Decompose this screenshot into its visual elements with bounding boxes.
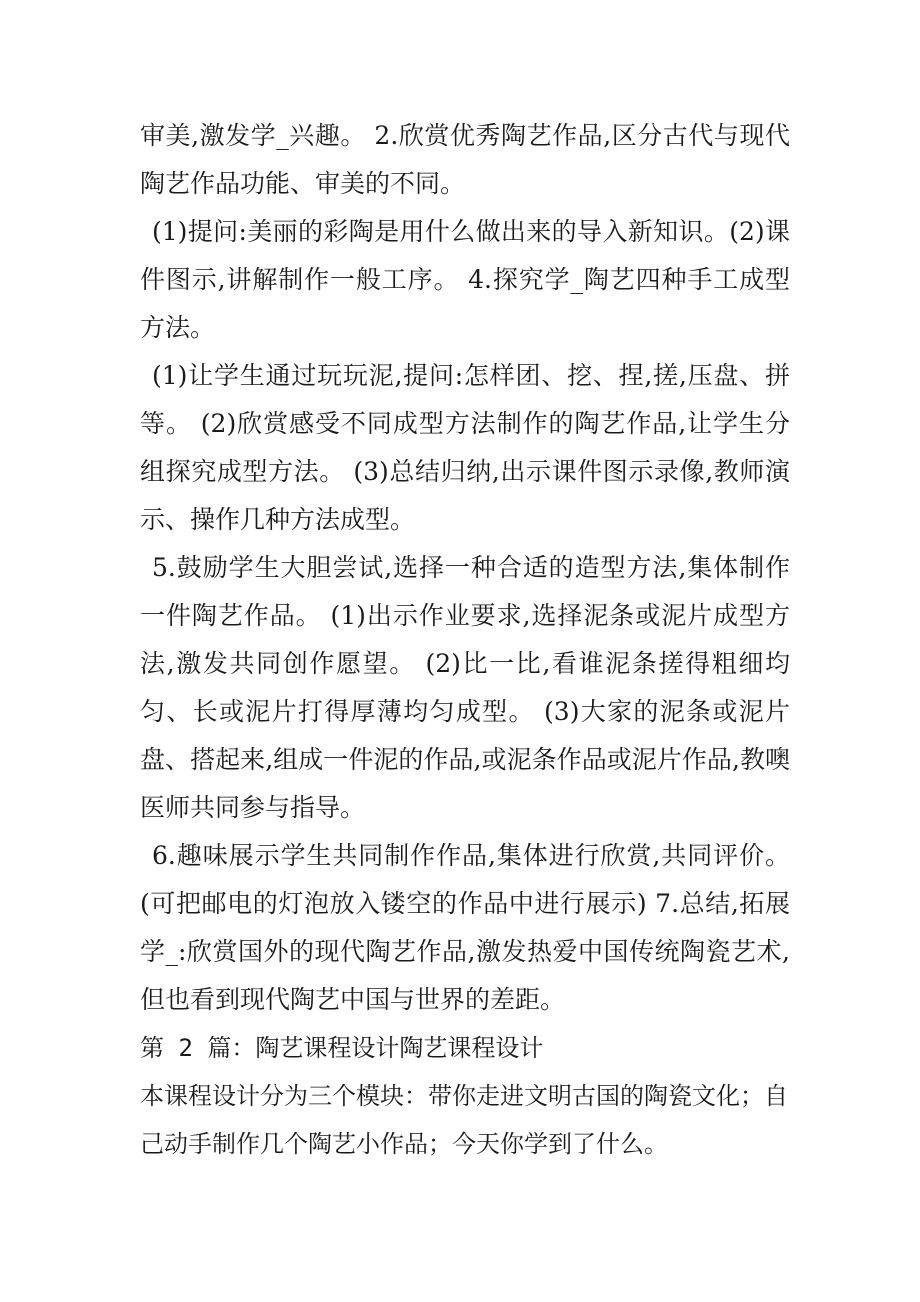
- paragraph-5: 6.趣味展示学生共同制作作品,集体进行欣赏,共同评价。(可把邮电的灯泡放入镂空的作品中进行展示) 7.总结,拓展学_:欣赏国外的现代陶艺作品,激发热爱中国传统陶瓷艺术,但也看到现代陶艺中国与世界的差距。: [140, 841, 790, 1014]
- document-body: [140, 112, 790, 1168]
- paragraph-4: 5.鼓励学生大胆尝试,选择一种合适的造型方法,集体制作一件陶艺作品。 (1)出示作业要求,选择泥条或泥片成型方法,激发共同创作愿望。 (2)比一比,看谁泥条搓得粗细均匀、长或泥片打得厚薄均匀成型。 (3)大家的泥条或泥片盘、搭起来,组成一件泥的作品,或泥条作品或泥片作品,教噢医师共同参与指导。: [140, 553, 790, 822]
- paragraph-3: (1)让学生通过玩玩泥,提问:怎样团、挖、捏,搓,压盘、拼等。 (2)欣赏感受不同成型方法制作的陶艺作品,让学生分组探究成型方法。 (3)总结归纳,出示课件图示录像,教师演示、操作几种方法成型。: [140, 361, 790, 534]
- section-heading: 第 2 篇：陶艺课程设计陶艺课程设计: [140, 1034, 544, 1062]
- section-intro: 本课程设计分为三个模块：带你走进文明古国的陶瓷文化；自己动手制作几个陶艺小作品；今天你学到了什么。: [140, 1082, 788, 1158]
- paragraph-1: 审美,激发学_兴趣。 2.欣赏优秀陶艺作品,区分古代与现代陶艺作品功能、审美的不同。: [140, 121, 790, 198]
- paragraph-2: (1)提问:美丽的彩陶是用什么做出来的导入新知识。(2)课件图示,讲解制作一般工序。 4.探究学_陶艺四种手工成型方法。: [140, 217, 790, 342]
